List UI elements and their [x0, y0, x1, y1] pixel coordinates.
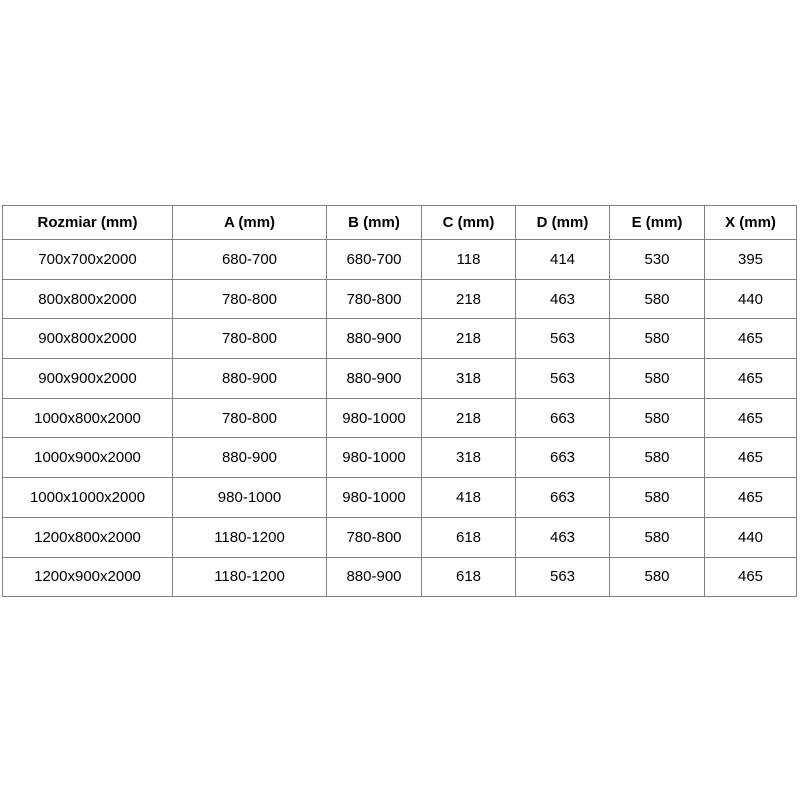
table-cell: 680-700 [327, 240, 422, 280]
table-cell: 563 [516, 359, 610, 399]
table-cell: 563 [516, 319, 610, 359]
column-header: E (mm) [610, 206, 705, 240]
table-cell: 530 [610, 240, 705, 280]
column-header: Rozmiar (mm) [3, 206, 173, 240]
table-cell: 1000x800x2000 [3, 398, 173, 438]
table-cell: 563 [516, 557, 610, 597]
table-cell: 218 [422, 279, 516, 319]
table-cell: 1180-1200 [173, 557, 327, 597]
table-cell: 318 [422, 359, 516, 399]
column-header: B (mm) [327, 206, 422, 240]
table-cell: 465 [705, 359, 797, 399]
table-cell: 1180-1200 [173, 517, 327, 557]
table-cell: 1000x1000x2000 [3, 478, 173, 518]
table-cell: 880-900 [173, 359, 327, 399]
table-cell: 1200x900x2000 [3, 557, 173, 597]
table-cell: 440 [705, 279, 797, 319]
table-cell: 465 [705, 319, 797, 359]
table-cell: 218 [422, 319, 516, 359]
table-cell: 980-1000 [173, 478, 327, 518]
table-row [3, 557, 797, 597]
size-table-container [2, 205, 796, 597]
table-cell: 1000x900x2000 [3, 438, 173, 478]
table-cell: 318 [422, 438, 516, 478]
table-cell: 463 [516, 517, 610, 557]
table-cell: 780-800 [173, 398, 327, 438]
table-cell: 618 [422, 557, 516, 597]
table-body [3, 240, 797, 597]
table-cell: 880-900 [327, 359, 422, 399]
table-cell: 880-900 [327, 319, 422, 359]
table-cell: 580 [610, 438, 705, 478]
table-cell: 900x900x2000 [3, 359, 173, 399]
table-cell: 440 [705, 517, 797, 557]
table-cell: 580 [610, 517, 705, 557]
table-cell: 780-800 [327, 517, 422, 557]
table-cell: 395 [705, 240, 797, 280]
table-cell: 465 [705, 557, 797, 597]
table-cell: 663 [516, 398, 610, 438]
table-row [3, 279, 797, 319]
column-header: X (mm) [705, 206, 797, 240]
table-cell: 780-800 [327, 279, 422, 319]
table-cell: 663 [516, 478, 610, 518]
table-cell: 418 [422, 478, 516, 518]
table-row [3, 478, 797, 518]
table-cell: 663 [516, 438, 610, 478]
table-cell: 580 [610, 557, 705, 597]
table-row [3, 398, 797, 438]
table-cell: 465 [705, 398, 797, 438]
table-row [3, 240, 797, 280]
table-cell: 463 [516, 279, 610, 319]
table-cell: 880-900 [173, 438, 327, 478]
table-cell: 414 [516, 240, 610, 280]
table-cell: 700x700x2000 [3, 240, 173, 280]
table-row [3, 319, 797, 359]
table-cell: 580 [610, 478, 705, 518]
table-cell: 1200x800x2000 [3, 517, 173, 557]
table-cell: 580 [610, 398, 705, 438]
table-cell: 680-700 [173, 240, 327, 280]
table-cell: 880-900 [327, 557, 422, 597]
header-row [3, 206, 797, 240]
table-row [3, 359, 797, 399]
table-cell: 580 [610, 279, 705, 319]
table-cell: 900x800x2000 [3, 319, 173, 359]
table-cell: 980-1000 [327, 398, 422, 438]
table-cell: 780-800 [173, 319, 327, 359]
table-cell: 780-800 [173, 279, 327, 319]
table-cell: 980-1000 [327, 438, 422, 478]
column-header: C (mm) [422, 206, 516, 240]
column-header: A (mm) [173, 206, 327, 240]
table-row [3, 517, 797, 557]
column-header: D (mm) [516, 206, 610, 240]
size-table [2, 205, 797, 597]
table-cell: 618 [422, 517, 516, 557]
table-row [3, 438, 797, 478]
table-cell: 118 [422, 240, 516, 280]
table-cell: 800x800x2000 [3, 279, 173, 319]
table-cell: 580 [610, 359, 705, 399]
table-cell: 218 [422, 398, 516, 438]
table-cell: 465 [705, 438, 797, 478]
table-cell: 465 [705, 478, 797, 518]
table-cell: 580 [610, 319, 705, 359]
table-cell: 980-1000 [327, 478, 422, 518]
